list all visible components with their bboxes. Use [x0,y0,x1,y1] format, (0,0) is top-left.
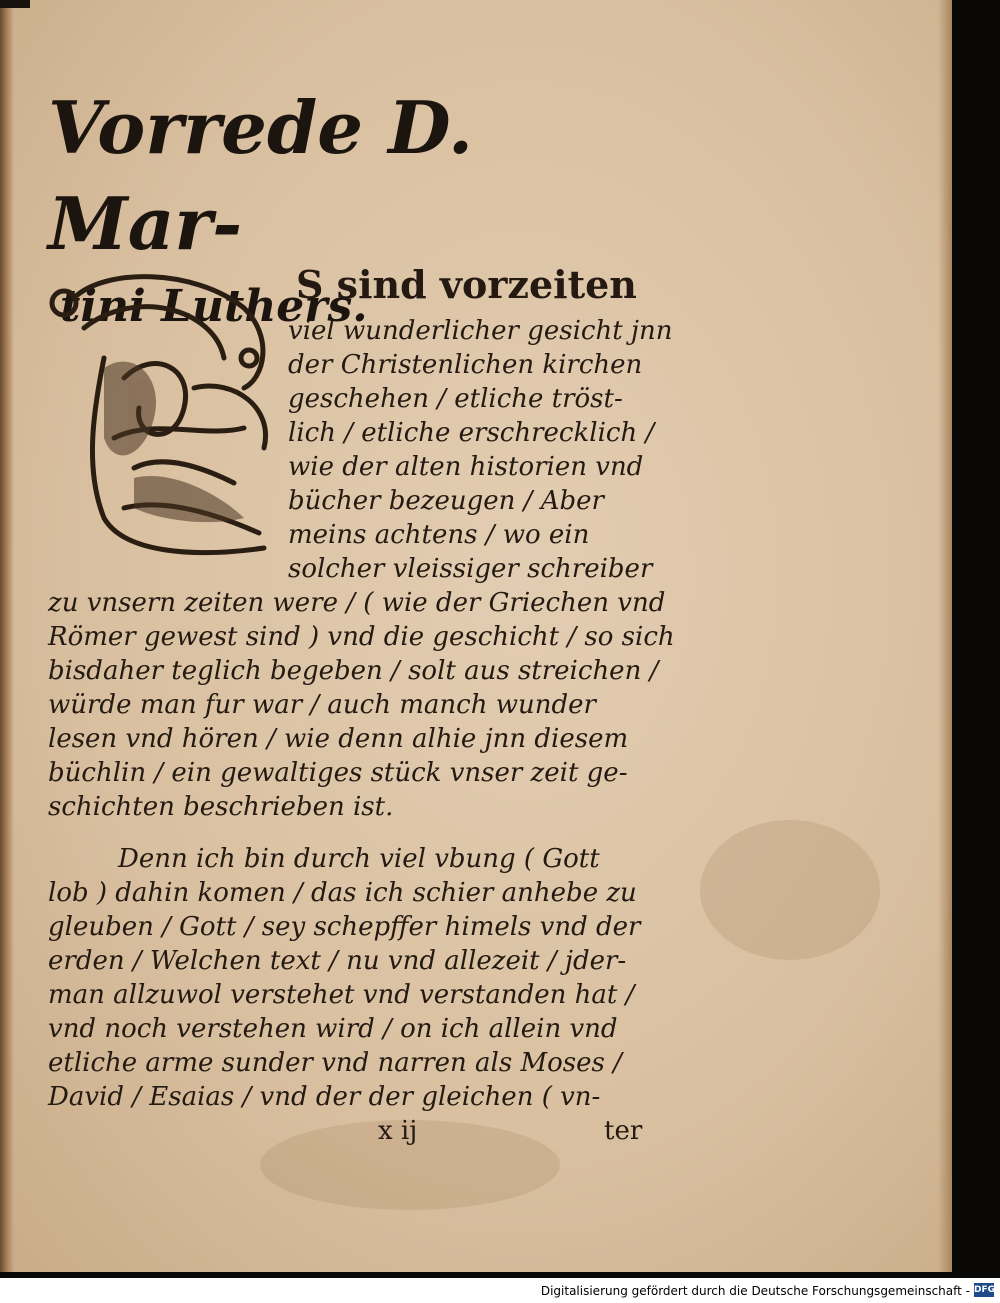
text-line: schichten beschrieben ist. [48,792,394,822]
decorated-initial-e-icon [44,268,284,560]
text-line: zu vnsern zeiten were / ( wie der Griechen vnd [48,588,666,618]
text-line: der Christenlichen kirchen [288,350,643,380]
text-line: geschehen / etliche tröst- [288,384,623,414]
text-line: Römer gewest sind ) vnd die geschicht / so sich [48,622,675,652]
text-line: lich / etliche erschrecklich / [288,418,655,448]
text-line: lob ) dahin komen / das ich schier anhebe zu [48,878,637,908]
text-line: würde man fur war / auch manch wunder [48,690,596,720]
text-line: wie der alten historien vnd [288,452,644,482]
title-line-2: tini Luthers. [60,281,368,332]
paper-stain [700,820,880,960]
page-edge [938,0,952,1272]
text-line: bücher bezeugen / Aber [288,486,604,516]
text-line: man allzuwol verstehet vnd verstanden hat / [48,980,635,1010]
text-line: erden / Welchen text / nu vnd allezeit / jder- [48,946,627,976]
text-line: etliche arme sunder vnd narren als Moses / [48,1048,622,1078]
text-line: meins achtens / wo ein [288,520,590,550]
text-line: viel wunderlicher gesicht jnn [288,316,673,346]
page-gutter [0,0,14,1272]
text-line: solcher vleissiger schreiber [288,554,653,584]
text-line: Denn ich bin durch viel vbung ( Gott [118,844,600,874]
text-line: lesen vnd hören / wie denn alhie jnn diesem [48,724,629,754]
text-line: gleuben / Gott / sey schepffer himels vnd der [48,912,641,942]
dfg-logo: DFG [974,1285,996,1295]
text-line: büchlin / ein gewaltiges stück vnser zeit ge- [48,758,628,788]
title-line-1: Vorrede D. Mar- [48,85,474,266]
funding-notice: Digitalisierung gefördert durch die Deutsche Forschungsgemeinschaft - [540,1284,970,1298]
scan-corner [0,0,30,8]
catchword: ter [604,1116,643,1146]
text-line: vnd noch verstehen wird / on ich allein vnd [48,1014,618,1044]
text-line: David / Esaias / vnd der der gleichen ( vn- [48,1082,601,1112]
text-line: S sind vorzeiten [296,262,637,307]
text-line: bisdaher teglich begeben / solt aus streichen / [48,656,659,686]
signature-mark: x ij [378,1116,418,1146]
